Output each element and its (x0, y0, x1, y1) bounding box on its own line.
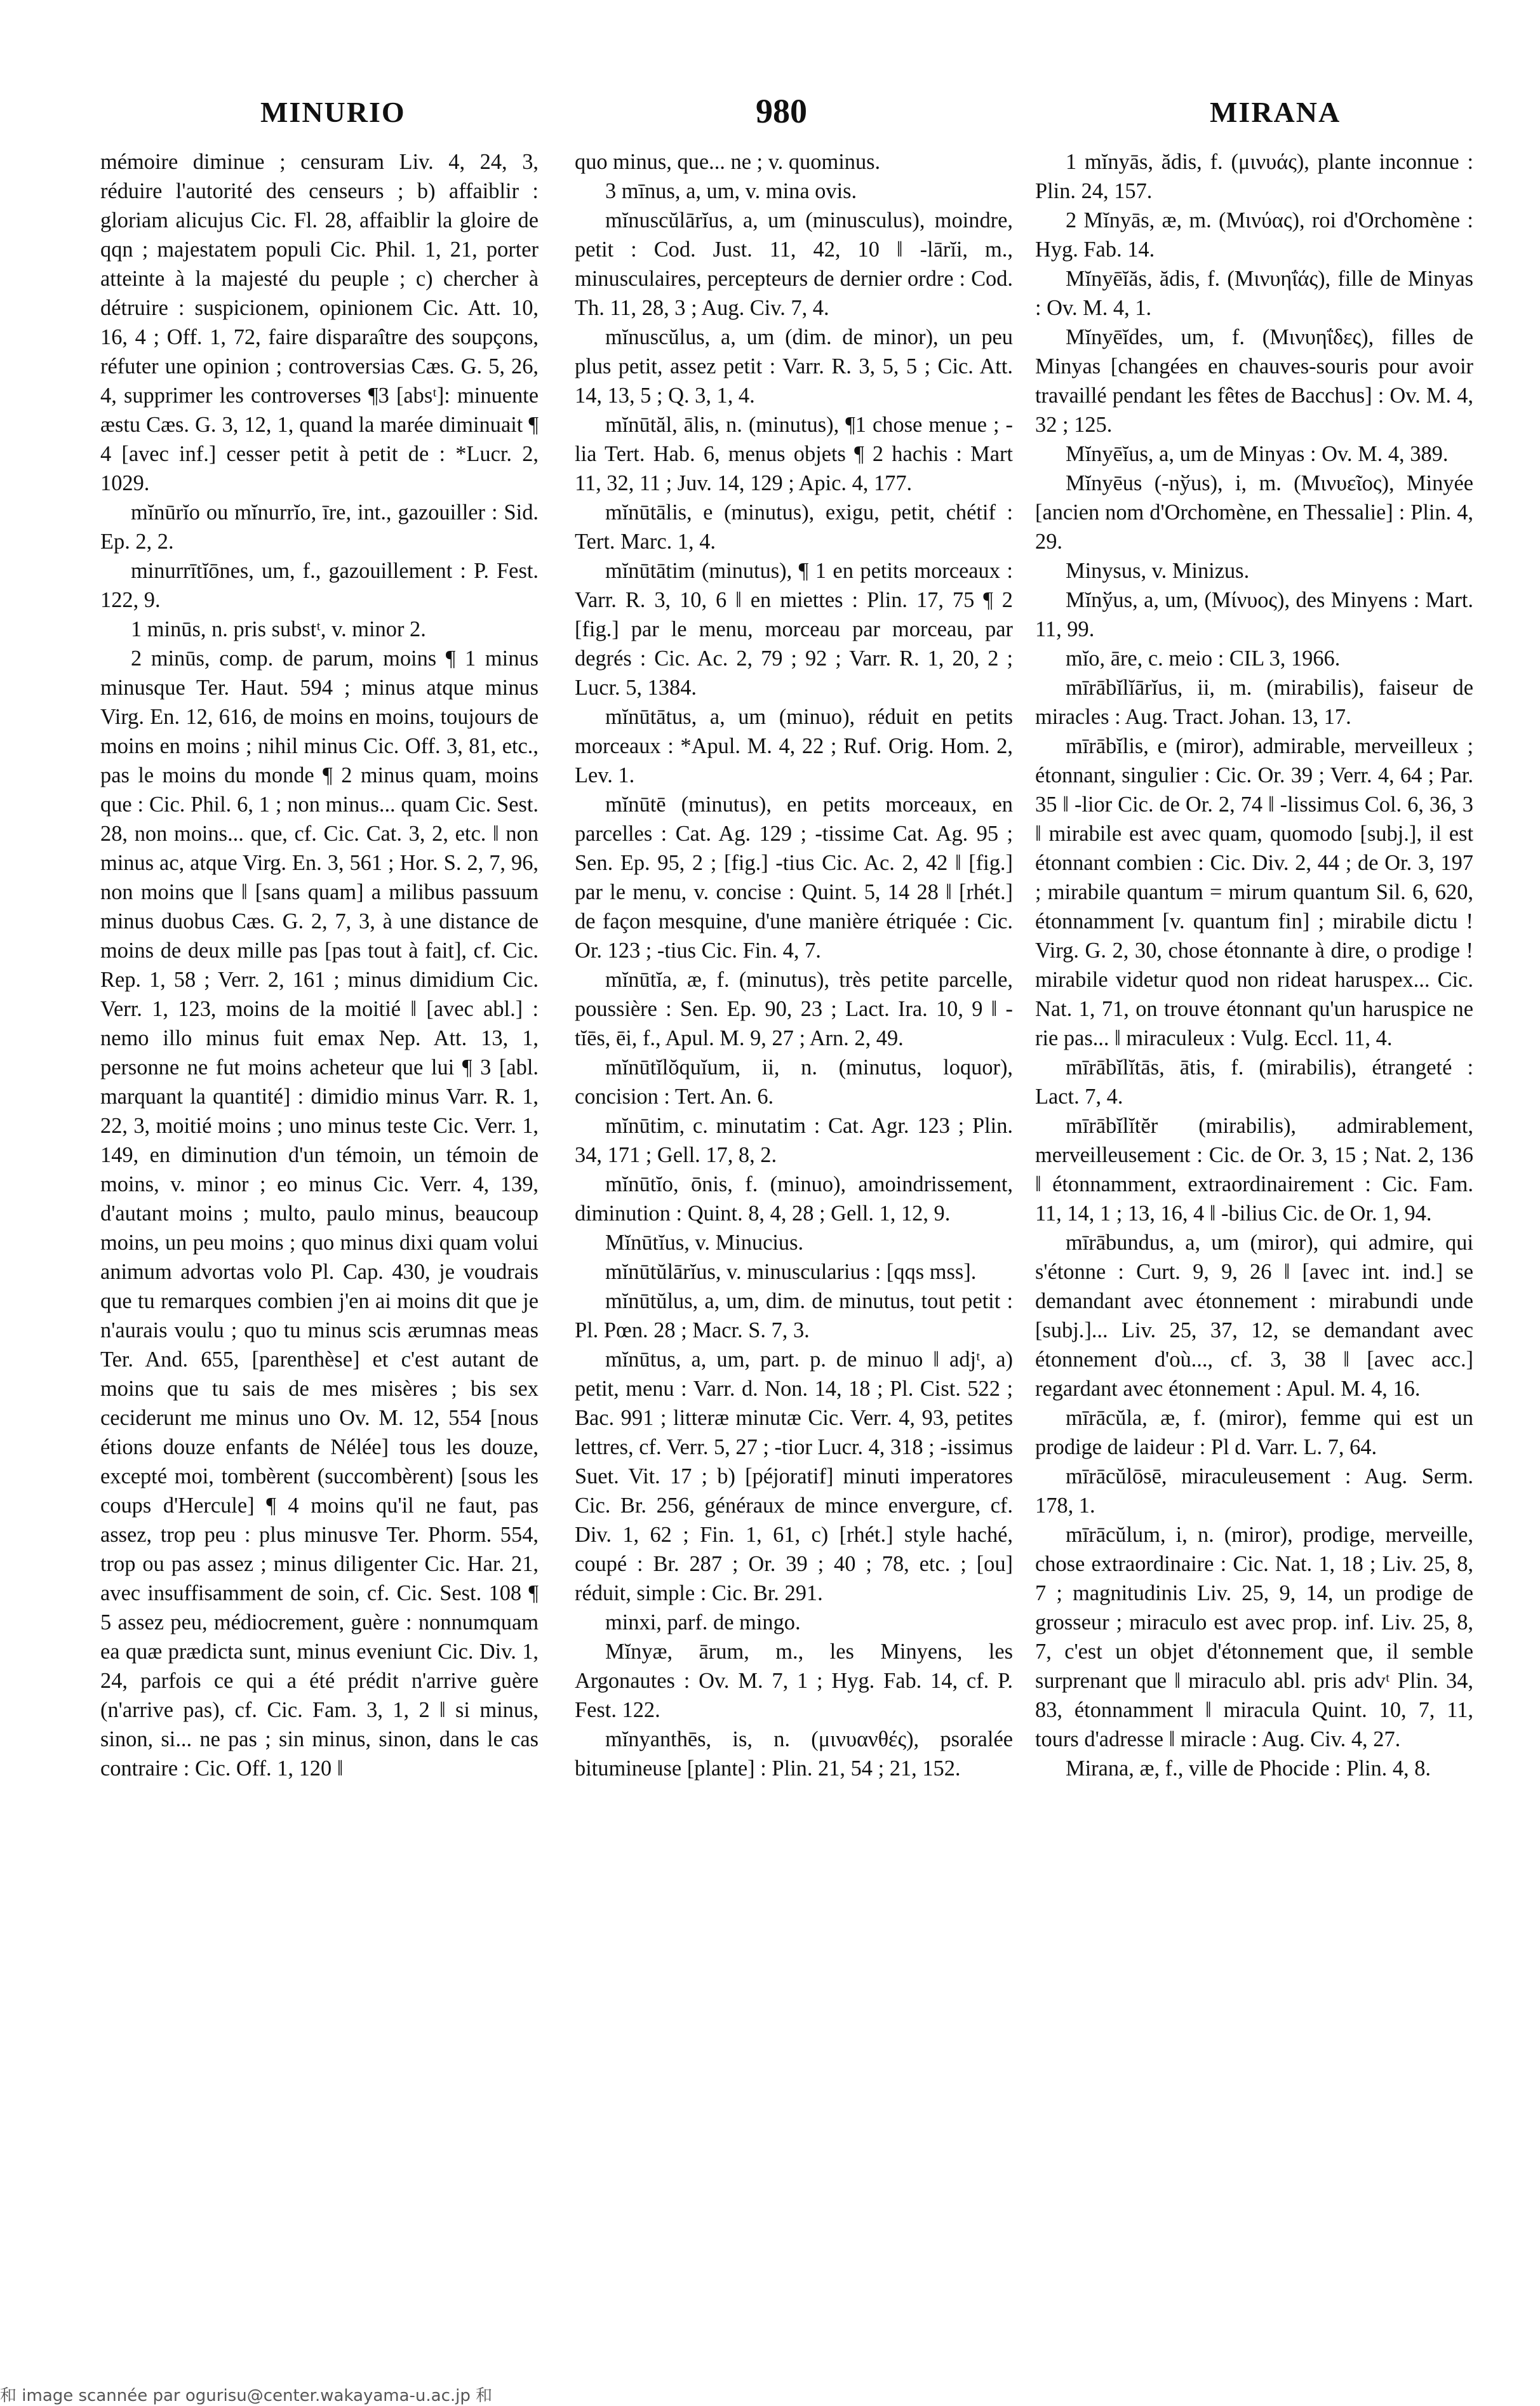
dictionary-entry: Minysus, v. Minizus. (1066, 559, 1250, 583)
dictionary-entry: minurrītĭōnes, um, f., gazouillement : P. Fest. 122, 9. (100, 559, 539, 612)
dictionary-entry: mīrābundus, a, um (miror), qui admire, qui s'étonne : Curt. 9, 9, 26 ‖ [avec int. ind.] se demandant avec étonnement : mirabundi unde [subj.]... Liv. 25, 37, 12, se demandant avec étonnement d'où..., cf. 3, 38 ‖ [avec acc.] regardant avec étonnement : Apul. M. 4, 16. (1035, 1231, 1473, 1401)
page-number: 980 (756, 92, 807, 130)
dictionary-entry: 2 minūs, comp. de parum, moins ¶ 1 minus minusque Ter. Haut. 594 ; minus atque minus Virg. En. 12, 616, de moins en moins, toujours de moins en moins ; nihil minus Cic. Off. 3, 81, etc., pas le moins du monde ¶ 2 minus quam, moins que : Cic. Phil. 6, 1 ; non minus... quam Cic. Sest. 28, non moins... que, cf. Cic. Cat. 3, 2, etc. ‖ non minus ac, atque Virg. En. 3, 561 ; Hor. S. 2, 7, 96, non moins que ‖ [sans quam] a milibus passuum minus duobus Cæs. G. 2, 7, 3, à une distance de moins de deux mille pas [pas tout à fait], cf. Cic. Rep. 1, 58 ; Verr. 2, 161 ; minus dimidium Cic. Verr. 1, 123, moins de la moitié ‖ [avec abl.] : nemo illo minus fuit emax Nep. Att. 13, 1, personne ne fut moins acheteur que lui ¶ 3 [abl. marquant la quantité] : dimidio minus Varr. R. 1, 22, 3, moitié moins ; uno minus teste Cic. Verr. 1, 149, en diminution d'un témoin, un témoin de moins, v. minor ; eo minus Cic. Verr. 4, 139, d'autant moins ; multo, paulo minus, beaucoup moins, un peu moins ; quo minus dixi quam volui animum advortas volo Pl. Cap. 430, je voudrais que tu remarques combien j'en ai moins dit que je n'aurais voulu ; quo tu minus scis ærumnas meas Ter. And. 655, [parenthèse] et c'est autant de moins que tu sais de mes misères ; bis sex ceciderunt me minus uno Ov. M. 12, 554 [nous étions douze enfants de Nélée] tous les douze, excepté moi, tombèrent (succombèrent) [sous les coups d'Hercule] ¶ 4 moins qu'il ne faut, pas assez, trop peu : plus minusve Ter. Phorm. 554, trop ou pas assez ; minus diligenter Cic. Har. 21, avec insuffisamment de soin, cf. Cic. Sest. 108 ¶ 5 assez peu, médiocrement, guère : nonnumquam ea quæ prædicta sunt, minus eveniunt Cic. Div. 1, 24, parfois ce qui a été prédit n'arrive guère (n'arrive pas), cf. Cic. Fam. 3, 1, 2 ‖ si minus, sinon, si... ne pas ; sin minus, sinon, dans le cas contraire : Cic. Off. 1, 120 ‖ (100, 646, 539, 1781)
dictionary-entry: mĭnūtŭlus, a, um, dim. de minutus, tout petit : Pl. Pœn. 28 ; Macr. S. 7, 3. (575, 1289, 1013, 1342)
dictionary-entry: mĭnuscŭlus, a, um (dim. de minor), un peu plus petit, assez petit : Varr. R. 3, 5, 5 ; Cic. Att. 14, 13, 5 ; Q. 3, 1, 4. (575, 325, 1013, 408)
column-2 (575, 147, 1013, 1783)
dictionary-entry: Mirana, æ, f., ville de Phocide : Plin. 4, 8. (1066, 1756, 1431, 1781)
page-header (0, 0, 1540, 146)
dictionary-entry: Mĭnyēĭdes, um, f. (Μινυηΐδες), filles de Minyas [changées en chauves-souris pour avoir travaillé pendant les fêtes de Bacchus] : Ov. M. 4, 32 ; 125. (1035, 325, 1473, 437)
dictionary-entry: minxi, parf. de mingo. (605, 1610, 801, 1634)
dictionary-entry: Mĭnўus, a, um, (Μίνυος), des Minyens : Mart. 11, 99. (1035, 588, 1473, 641)
dictionary-entry: mĭnūtē (minutus), en petits morceaux, en parcelles : Cat. Ag. 129 ; -tissime Cat. Ag. 95 ; Sen. Ep. 95, 2 ; [fig.] -tius Cic. Ac. 2, 42 ‖ [fig.] par le menu, v. concise : Quint. 5, 14 28 ‖ [rhét.] de façon mesquine, d'une manière étriquée : Cic. Or. 123 ; -tius Cic. Fin. 4, 7. (575, 792, 1013, 963)
dictionary-entry: mīrābĭlĭārĭus, ii, m. (mirabilis), faiseur de miracles : Aug. Tract. Johan. 13, 17. (1035, 676, 1473, 729)
dictionary-entry: mĭnūtātim (minutus), ¶ 1 en petits morceaux : Varr. R. 3, 10, 6 ‖ en miettes : Plin. 17, 75 ¶ 2 [fig.] par le menu, morceau par morceau, par degrés : Cic. Ac. 2, 79 ; 92 ; Varr. R. 1, 20, 2 ; Lucr. 5, 1384. (575, 559, 1013, 700)
scan-credit-footer: 和 image scannée par ogurisu@center.wakayama-u.ac.jp 和 (0, 2386, 493, 2405)
dictionary-entry: mĭnūtim, c. minutatim : Cat. Agr. 123 ; Plin. 34, 171 ; Gell. 17, 8, 2. (575, 1114, 1013, 1167)
dictionary-entry: mĭnūtus, a, um, part. p. de minuo ‖ adjᵗ, a) petit, menu : Varr. d. Non. 14, 18 ; Pl. Cist. 522 ; Bac. 991 ; litteræ minutæ Cic. Verr. 4, 93, petites lettres, cf. Verr. 5, 27 ; -tior Lucr. 4, 318 ; -issimus Suet. Vit. 17 ; b) [péjoratif] minuti imperatores Cic. Br. 256, généraux de mince envergure, cf. Div. 1, 62 ; Fin. 1, 61, c) [rhét.] style haché, coupé : Br. 287 ; Or. 39 ; 40 ; 78, etc. ; [ou] réduit, simple : Cic. Br. 291. (575, 1347, 1013, 1605)
right-running-headword: MIRANA (1210, 96, 1341, 128)
dictionary-entry: mĭo, āre, c. meio : CIL 3, 1966. (1066, 646, 1341, 671)
dictionary-entry: quo minus, que... ne ; v. quominus. (575, 150, 881, 174)
dictionary-entry: mīrābĭlis, e (miror), admirable, merveilleux ; étonnant, singulier : Cic. Or. 39 ; Verr. 4, 64 ; Par. 35 ‖ -lior Cic. de Or. 2, 74 ‖ -lissimus Col. 6, 36, 3 ‖ mirabile est avec quam, quomodo [subj.], il est étonnant combien : Cic. Div. 2, 44 ; de Or. 3, 197 ; mirabile quantum = mirum quantum Sil. 6, 620, étonnamment [v. quantum fin] ; mirabile dictu ! Virg. G. 2, 30, chose étonnante à dire, o prodige ! mirabile videtur quod non rideat haruspex... Cic. Nat. 1, 71, on trouve étonnant qu'un haruspice ne rie pas... ‖ miraculeux : Vulg. Eccl. 11, 4. (1035, 734, 1473, 1050)
dictionary-entry: mīrācŭla, æ, f. (miror), femme qui est un prodige de laideur : Pl d. Varr. L. 7, 64. (1035, 1406, 1473, 1459)
dictionary-entry: Mĭnyēus (-nўus), i, m. (Μινυεῖος), Minyée [ancien nom d'Orchomène, en Thessalie] : Plin. 4, 29. (1035, 471, 1473, 554)
dictionary-entry: mīrācŭlōsē, miraculeusement : Aug. Serm. 178, 1. (1035, 1464, 1473, 1518)
dictionary-entry: mĭnuscŭlārĭus, a, um (minusculus), moindre, petit : Cod. Just. 11, 42, 10 ‖ -lārĭi, m., minusculaires, percepteurs de dernier ordre : Cod. Th. 11, 28, 3 ; Aug. Civ. 7, 4. (575, 208, 1013, 320)
dictionary-entry: mĭnūrĭo ou mĭnurrĭo, īre, int., gazouiller : Sid. Ep. 2, 2. (100, 500, 539, 554)
dictionary-entry: 1 minūs, n. pris substᵗ, v. minor 2. (131, 617, 426, 641)
dictionary-entry: Mĭnyēĭăs, ădis, f. (Μινυηΐάς), fille de Minyas : Ov. M. 4, 1. (1035, 267, 1473, 320)
dictionary-entry: 3 mīnus, a, um, v. mina ovis. (605, 179, 857, 203)
column-3 (1035, 147, 1473, 1783)
dictionary-entry: mīrābĭlĭtĕr (mirabilis), admirablement, merveilleusement : Cic. de Or. 3, 15 ; Nat. 2, 136 ‖ étonnamment, extraordinairement : Cic. Fam. 11, 14, 1 ; 13, 16, 4 ‖ -bilius Cic. de Or. 1, 94. (1035, 1114, 1473, 1226)
dictionary-entry: Mĭnūtĭus, v. Minucius. (605, 1231, 804, 1255)
dictionary-entry: mĭnūtĭlŏquĭum, ii, n. (minutus, loquor), concision : Tert. An. 6. (575, 1055, 1013, 1109)
dictionary-entry: mīrābĭlĭtās, ātis, f. (mirabilis), étrangeté : Lact. 7, 4. (1035, 1055, 1473, 1109)
dictionary-entry: mĭnūtŭlārĭus, v. minuscularius : [qqs mss]. (605, 1260, 977, 1284)
dictionary-entry: 2 Mĭnyās, æ, m. (Μινύας), roi d'Orchomène : Hyg. Fab. 14. (1035, 208, 1473, 262)
dictionary-entry: mīrācŭlum, i, n. (miror), prodige, merveille, chose extraordinaire : Cic. Nat. 1, 18 ; Liv. 25, 8, 7 ; magnitudinis Liv. 25, 9, 14, un prodige de grosseur ; miraculo est avec prop. inf. Liv. 25, 8, 7, c'est un objet d'étonnement que, il semble surprenant que ‖ miraculo abl. pris advᵗ Plin. 34, 83, étonnamment ‖ miracula Quint. 10, 7, 11, tours d'adresse ‖ miracle : Aug. Civ. 4, 27. (1035, 1523, 1473, 1751)
dictionary-entry: mĭnūtālis, e (minutus), exigu, petit, chétif : Tert. Marc. 1, 4. (575, 500, 1013, 554)
dictionary-entry: Mĭnyæ, ārum, m., les Minyens, les Argonautes : Ov. M. 7, 1 ; Hyg. Fab. 14, cf. P. Fest. 122. (575, 1640, 1013, 1722)
dictionary-entry: mĭnyanthēs, is, n. (μινυανθές), psoralée bitumineuse [plante] : Plin. 21, 54 ; 21, 152. (575, 1727, 1013, 1781)
dictionary-entry: Mĭnyēĭus, a, um de Minyas : Ov. M. 4, 389. (1066, 442, 1449, 466)
dictionary-entry: 1 mĭnyās, ădis, f. (μινυάς), plante inconnue : Plin. 24, 157. (1035, 150, 1473, 203)
dictionary-entry: mĭnūtĭa, æ, f. (minutus), très petite parcelle, poussière : Sen. Ep. 90, 23 ; Lact. Ira. 10, 9 ‖ -tĭēs, ēi, f., Apul. M. 9, 27 ; Arn. 2, 49. (575, 968, 1013, 1050)
dictionary-entry: mĭnūtātus, a, um (minuo), réduit en petits morceaux : *Apul. M. 4, 22 ; Ruf. Orig. Hom. 2, Lev. 1. (575, 705, 1013, 787)
dictionary-entry: mémoire diminue ; censuram Liv. 4, 24, 3, réduire l'autorité des censeurs ; b) affaiblir : gloriam alicujus Cic. Fl. 28, affaiblir la gloire de qqn ; majestatem populi Cic. Phil. 1, 21, porter atteinte à la majesté du peuple ; c) chercher à détruire : suspicionem, opinionem Cic. Att. 10, 16, 4 ; Off. 1, 72, faire disparaître des soupçons, réfuter une opinion ; controversias Cæs. G. 5, 26, 4, supprimer les controverses ¶3 [absᵗ]: minuente æstu Cæs. G. 3, 12, 1, quand la marée diminuait ¶ 4 [avec inf.] cesser petit à petit de : *Lucr. 2, 1029. (100, 150, 539, 495)
left-running-headword: MINURIO (260, 96, 406, 128)
column-1 (100, 147, 539, 1783)
dictionary-entry: mĭnūtăl, ālis, n. (minutus), ¶1 chose menue ; -lia Tert. Hab. 6, menus objets ¶ 2 hachis : Mart 11, 32, 11 ; Juv. 14, 129 ; Apic. 4, 177. (575, 413, 1013, 495)
dictionary-entry: mĭnūtĭo, ōnis, f. (minuo), amoindrissement, diminution : Quint. 8, 4, 28 ; Gell. 1, 12, 9. (575, 1172, 1013, 1226)
